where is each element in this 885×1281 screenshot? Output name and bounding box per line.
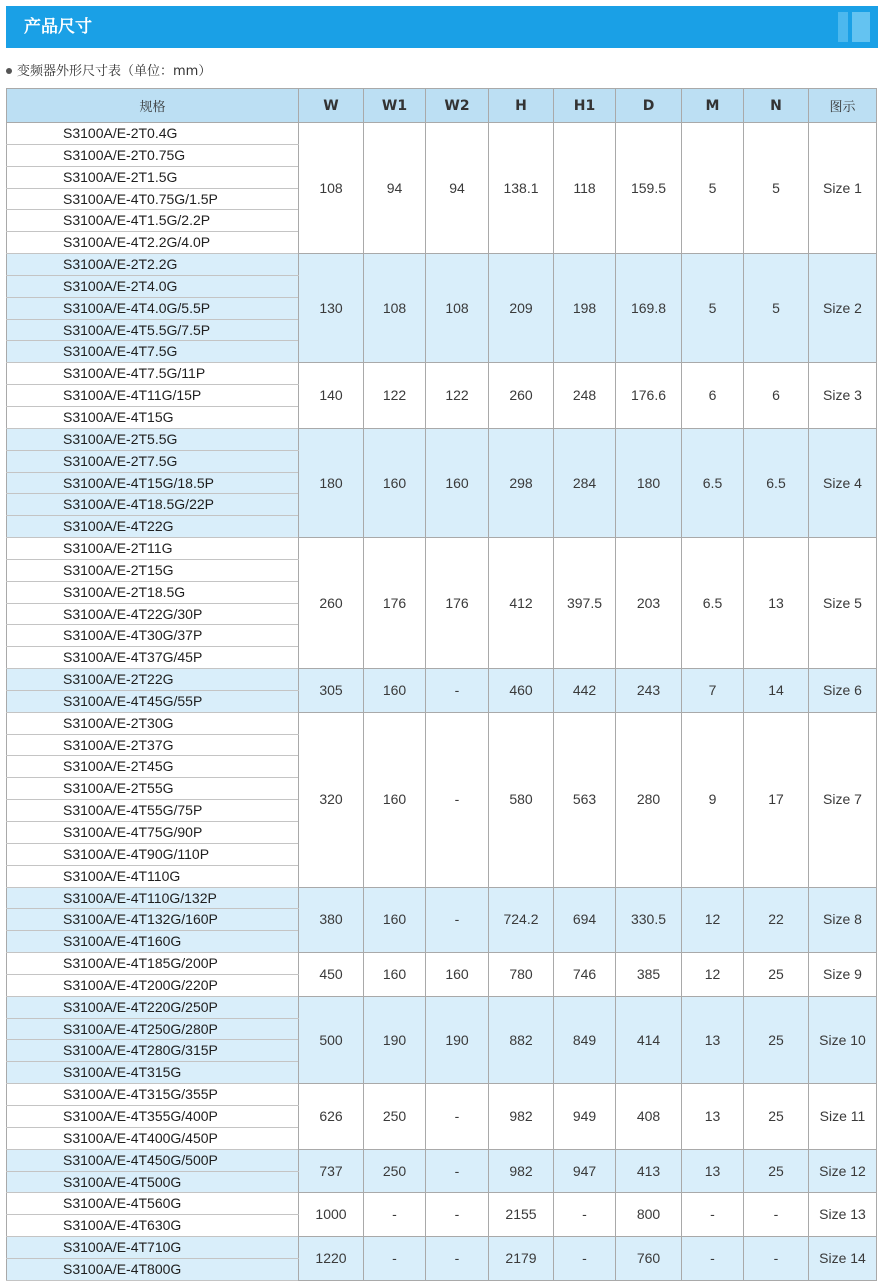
- value-cell-w: 320: [299, 712, 364, 887]
- value-cell-w1: 250: [364, 1149, 426, 1193]
- value-cell-n: 14: [744, 669, 809, 713]
- value-cell-n: 25: [744, 953, 809, 997]
- value-cell-w2: 108: [426, 254, 489, 363]
- value-cell-n: 6: [744, 363, 809, 429]
- table-row: [7, 953, 877, 975]
- value-cell-w1: 122: [364, 363, 426, 429]
- value-cell-w2: 190: [426, 996, 489, 1083]
- value-cell-figure: Size 10: [809, 996, 877, 1083]
- value-cell-d: 280: [616, 712, 682, 887]
- model-cell: S3100A/E-4T280G/315P: [7, 1040, 299, 1062]
- value-cell-d: 330.5: [616, 887, 682, 953]
- value-cell-figure: Size 12: [809, 1149, 877, 1193]
- bullet-icon: [6, 68, 12, 74]
- value-cell-h: 298: [489, 428, 554, 537]
- value-cell-w2: 160: [426, 953, 489, 997]
- table-row: [7, 669, 877, 691]
- table-header-row: [7, 89, 877, 123]
- section-header: [6, 6, 878, 48]
- model-cell: S3100A/E-4T15G/18.5P: [7, 472, 299, 494]
- model-cell: S3100A/E-4T220G/250P: [7, 996, 299, 1018]
- value-cell-h1: 947: [554, 1149, 616, 1193]
- table-row: [7, 123, 877, 145]
- value-cell-w2: 122: [426, 363, 489, 429]
- col-header-w2: W2: [426, 89, 489, 123]
- model-cell: S3100A/E-2T2.2G: [7, 254, 299, 276]
- value-cell-h1: -: [554, 1237, 616, 1281]
- table-row: [7, 996, 877, 1018]
- value-cell-w: 260: [299, 538, 364, 669]
- model-cell: S3100A/E-4T110G: [7, 865, 299, 887]
- value-cell-h1: 198: [554, 254, 616, 363]
- value-cell-m: 6: [682, 363, 744, 429]
- value-cell-w: 737: [299, 1149, 364, 1193]
- value-cell-figure: Size 9: [809, 953, 877, 997]
- col-header-d: D: [616, 89, 682, 123]
- value-cell-d: 385: [616, 953, 682, 997]
- value-cell-d: 414: [616, 996, 682, 1083]
- model-cell: S3100A/E-4T55G/75P: [7, 800, 299, 822]
- model-cell: S3100A/E-2T22G: [7, 669, 299, 691]
- value-cell-h: 982: [489, 1084, 554, 1150]
- model-cell: S3100A/E-4T560G: [7, 1193, 299, 1215]
- model-cell: S3100A/E-2T18.5G: [7, 581, 299, 603]
- value-cell-w2: 176: [426, 538, 489, 669]
- value-cell-m: 9: [682, 712, 744, 887]
- table-row: [7, 428, 877, 450]
- value-cell-h: 982: [489, 1149, 554, 1193]
- header-decoration: [838, 12, 848, 42]
- value-cell-h: 138.1: [489, 123, 554, 254]
- model-cell: S3100A/E-4T75G/90P: [7, 822, 299, 844]
- model-cell: S3100A/E-2T4.0G: [7, 275, 299, 297]
- value-cell-w1: 160: [364, 712, 426, 887]
- col-header-n: N: [744, 89, 809, 123]
- value-cell-w: 500: [299, 996, 364, 1083]
- value-cell-w1: -: [364, 1193, 426, 1237]
- value-cell-d: 176.6: [616, 363, 682, 429]
- value-cell-d: 159.5: [616, 123, 682, 254]
- table-caption: [6, 62, 211, 82]
- value-cell-w1: 160: [364, 953, 426, 997]
- model-cell: S3100A/E-4T200G/220P: [7, 974, 299, 996]
- value-cell-d: 169.8: [616, 254, 682, 363]
- model-cell: S3100A/E-4T22G/30P: [7, 603, 299, 625]
- model-cell: S3100A/E-4T18.5G/22P: [7, 494, 299, 516]
- value-cell-n: 6.5: [744, 428, 809, 537]
- col-header-model: 规格: [7, 89, 299, 123]
- value-cell-figure: Size 8: [809, 887, 877, 953]
- value-cell-figure: Size 1: [809, 123, 877, 254]
- value-cell-w1: 160: [364, 428, 426, 537]
- model-cell: S3100A/E-2T55G: [7, 778, 299, 800]
- model-cell: S3100A/E-4T110G/132P: [7, 887, 299, 909]
- value-cell-n: 5: [744, 254, 809, 363]
- value-cell-n: -: [744, 1237, 809, 1281]
- value-cell-w: 305: [299, 669, 364, 713]
- value-cell-figure: Size 3: [809, 363, 877, 429]
- model-cell: S3100A/E-2T45G: [7, 756, 299, 778]
- value-cell-w: 1000: [299, 1193, 364, 1237]
- value-cell-m: 13: [682, 1149, 744, 1193]
- model-cell: S3100A/E-4T30G/37P: [7, 625, 299, 647]
- value-cell-h: 724.2: [489, 887, 554, 953]
- value-cell-n: 17: [744, 712, 809, 887]
- table-row: [7, 1149, 877, 1171]
- value-cell-w: 140: [299, 363, 364, 429]
- caption-text: 变频器外形尺寸表（单位：mm）: [17, 64, 212, 79]
- col-header-w1: W1: [364, 89, 426, 123]
- value-cell-m: 12: [682, 953, 744, 997]
- value-cell-w1: 108: [364, 254, 426, 363]
- model-cell: S3100A/E-4T15G: [7, 406, 299, 428]
- value-cell-h1: 694: [554, 887, 616, 953]
- value-cell-h1: 563: [554, 712, 616, 887]
- model-cell: S3100A/E-4T11G/15P: [7, 385, 299, 407]
- model-cell: S3100A/E-4T45G/55P: [7, 690, 299, 712]
- model-cell: S3100A/E-2T5.5G: [7, 428, 299, 450]
- table-row: [7, 254, 877, 276]
- value-cell-n: 5: [744, 123, 809, 254]
- value-cell-w2: -: [426, 669, 489, 713]
- value-cell-h1: 849: [554, 996, 616, 1083]
- value-cell-w2: -: [426, 1193, 489, 1237]
- model-cell: S3100A/E-4T132G/160P: [7, 909, 299, 931]
- value-cell-h1: 442: [554, 669, 616, 713]
- value-cell-n: 13: [744, 538, 809, 669]
- model-cell: S3100A/E-4T7.5G: [7, 341, 299, 363]
- value-cell-w1: 160: [364, 669, 426, 713]
- value-cell-figure: Size 2: [809, 254, 877, 363]
- value-cell-n: 22: [744, 887, 809, 953]
- model-cell: S3100A/E-2T0.75G: [7, 144, 299, 166]
- table-body: [7, 123, 877, 1281]
- model-cell: S3100A/E-4T185G/200P: [7, 953, 299, 975]
- dimension-table: [6, 88, 877, 1281]
- model-cell: S3100A/E-4T355G/400P: [7, 1105, 299, 1127]
- value-cell-h: 209: [489, 254, 554, 363]
- table-row: [7, 363, 877, 385]
- value-cell-figure: Size 14: [809, 1237, 877, 1281]
- value-cell-m: 6.5: [682, 538, 744, 669]
- value-cell-w2: -: [426, 887, 489, 953]
- value-cell-figure: Size 13: [809, 1193, 877, 1237]
- col-header-w: W: [299, 89, 364, 123]
- col-header-h1: H1: [554, 89, 616, 123]
- value-cell-w2: -: [426, 712, 489, 887]
- value-cell-w1: 190: [364, 996, 426, 1083]
- header-decoration: [852, 12, 870, 42]
- model-cell: S3100A/E-2T15G: [7, 559, 299, 581]
- value-cell-w2: -: [426, 1149, 489, 1193]
- model-cell: S3100A/E-4T400G/450P: [7, 1127, 299, 1149]
- value-cell-h: 2179: [489, 1237, 554, 1281]
- model-cell: S3100A/E-4T22G: [7, 516, 299, 538]
- table-row: [7, 1193, 877, 1215]
- value-cell-n: 25: [744, 1084, 809, 1150]
- col-header-m: M: [682, 89, 744, 123]
- value-cell-m: 12: [682, 887, 744, 953]
- value-cell-n: 25: [744, 1149, 809, 1193]
- value-cell-w2: 160: [426, 428, 489, 537]
- model-cell: S3100A/E-2T7.5G: [7, 450, 299, 472]
- value-cell-m: 6.5: [682, 428, 744, 537]
- value-cell-m: 13: [682, 996, 744, 1083]
- value-cell-w: 380: [299, 887, 364, 953]
- model-cell: S3100A/E-4T710G: [7, 1237, 299, 1259]
- value-cell-h1: 118: [554, 123, 616, 254]
- model-cell: S3100A/E-4T4.0G/5.5P: [7, 297, 299, 319]
- value-cell-w: 180: [299, 428, 364, 537]
- value-cell-h1: 397.5: [554, 538, 616, 669]
- value-cell-figure: Size 7: [809, 712, 877, 887]
- value-cell-w1: 160: [364, 887, 426, 953]
- value-cell-d: 413: [616, 1149, 682, 1193]
- table-row: [7, 712, 877, 734]
- value-cell-w2: -: [426, 1084, 489, 1150]
- value-cell-w: 1220: [299, 1237, 364, 1281]
- value-cell-d: 800: [616, 1193, 682, 1237]
- model-cell: S3100A/E-4T800G: [7, 1258, 299, 1280]
- table-row: [7, 1237, 877, 1259]
- model-cell: S3100A/E-2T1.5G: [7, 166, 299, 188]
- table-row: [7, 887, 877, 909]
- model-cell: S3100A/E-2T37G: [7, 734, 299, 756]
- model-cell: S3100A/E-4T630G: [7, 1215, 299, 1237]
- value-cell-m: -: [682, 1193, 744, 1237]
- value-cell-n: -: [744, 1193, 809, 1237]
- value-cell-d: 180: [616, 428, 682, 537]
- value-cell-h1: 949: [554, 1084, 616, 1150]
- value-cell-m: 13: [682, 1084, 744, 1150]
- value-cell-h: 780: [489, 953, 554, 997]
- value-cell-d: 408: [616, 1084, 682, 1150]
- model-cell: S3100A/E-4T7.5G/11P: [7, 363, 299, 385]
- value-cell-h1: -: [554, 1193, 616, 1237]
- value-cell-w1: -: [364, 1237, 426, 1281]
- value-cell-h1: 248: [554, 363, 616, 429]
- value-cell-m: -: [682, 1237, 744, 1281]
- value-cell-h1: 746: [554, 953, 616, 997]
- model-cell: S3100A/E-4T1.5G/2.2P: [7, 210, 299, 232]
- model-cell: S3100A/E-4T315G/355P: [7, 1084, 299, 1106]
- model-cell: S3100A/E-4T250G/280P: [7, 1018, 299, 1040]
- value-cell-h: 2155: [489, 1193, 554, 1237]
- model-cell: S3100A/E-4T500G: [7, 1171, 299, 1193]
- value-cell-w1: 176: [364, 538, 426, 669]
- value-cell-h: 260: [489, 363, 554, 429]
- value-cell-n: 25: [744, 996, 809, 1083]
- model-cell: S3100A/E-2T11G: [7, 538, 299, 560]
- model-cell: S3100A/E-4T160G: [7, 931, 299, 953]
- col-header-figure: 图示: [809, 89, 877, 123]
- model-cell: S3100A/E-2T0.4G: [7, 123, 299, 145]
- value-cell-figure: Size 11: [809, 1084, 877, 1150]
- value-cell-figure: Size 6: [809, 669, 877, 713]
- model-cell: S3100A/E-2T30G: [7, 712, 299, 734]
- section-title: 产品尺寸: [24, 17, 92, 37]
- value-cell-w2: -: [426, 1237, 489, 1281]
- value-cell-h: 460: [489, 669, 554, 713]
- value-cell-h: 882: [489, 996, 554, 1083]
- value-cell-m: 5: [682, 254, 744, 363]
- value-cell-h: 412: [489, 538, 554, 669]
- model-cell: S3100A/E-4T90G/110P: [7, 843, 299, 865]
- model-cell: S3100A/E-4T315G: [7, 1062, 299, 1084]
- value-cell-m: 5: [682, 123, 744, 254]
- table-row: [7, 1084, 877, 1106]
- value-cell-w: 108: [299, 123, 364, 254]
- value-cell-figure: Size 5: [809, 538, 877, 669]
- model-cell: S3100A/E-4T0.75G/1.5P: [7, 188, 299, 210]
- model-cell: S3100A/E-4T450G/500P: [7, 1149, 299, 1171]
- col-header-h: H: [489, 89, 554, 123]
- model-cell: S3100A/E-4T37G/45P: [7, 647, 299, 669]
- value-cell-h1: 284: [554, 428, 616, 537]
- value-cell-h: 580: [489, 712, 554, 887]
- value-cell-d: 243: [616, 669, 682, 713]
- value-cell-w1: 94: [364, 123, 426, 254]
- value-cell-w1: 250: [364, 1084, 426, 1150]
- value-cell-d: 760: [616, 1237, 682, 1281]
- value-cell-w: 130: [299, 254, 364, 363]
- value-cell-m: 7: [682, 669, 744, 713]
- value-cell-d: 203: [616, 538, 682, 669]
- value-cell-w: 626: [299, 1084, 364, 1150]
- value-cell-w2: 94: [426, 123, 489, 254]
- model-cell: S3100A/E-4T2.2G/4.0P: [7, 232, 299, 254]
- value-cell-figure: Size 4: [809, 428, 877, 537]
- table-row: [7, 538, 877, 560]
- model-cell: S3100A/E-4T5.5G/7.5P: [7, 319, 299, 341]
- value-cell-w: 450: [299, 953, 364, 997]
